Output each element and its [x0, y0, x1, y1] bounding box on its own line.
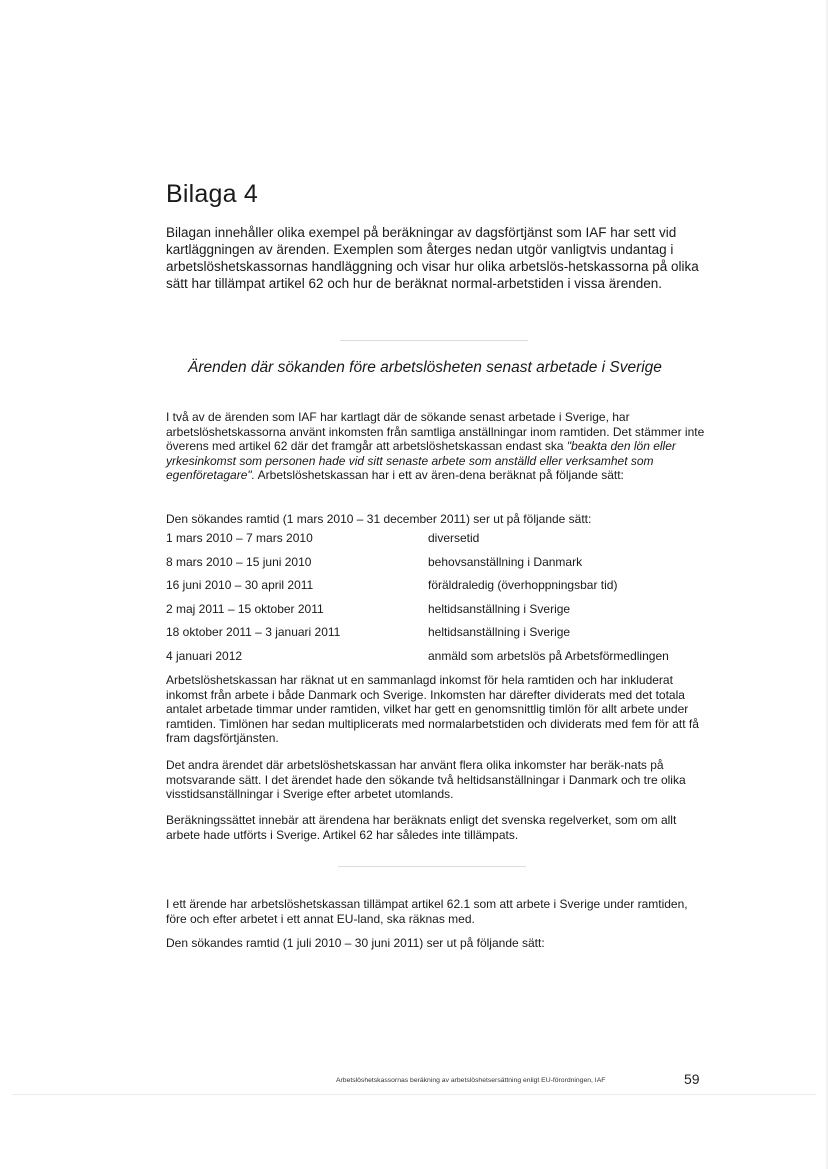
timeline-period: 16 juni 2010 – 30 april 2011	[166, 578, 314, 593]
section-subheading: Ärenden där sökanden före arbetslösheten senast arbetade i Sverige	[188, 359, 662, 376]
ramtid-description-2: Den sökandes ramtid (1 juli 2010 – 30 juni 2011) ser ut på följande sätt:	[166, 936, 545, 950]
ramtid-timeline	[166, 531, 726, 673]
section-divider	[340, 340, 528, 341]
section-divider	[338, 866, 526, 867]
page-number: 59	[684, 1071, 700, 1087]
timeline-activity: anmäld som arbetslös på Arbetsförmedlingen	[428, 648, 669, 663]
timeline-row	[166, 602, 726, 626]
timeline-row	[166, 578, 726, 602]
timeline-row	[166, 625, 726, 649]
timeline-period: 2 maj 2011 – 15 oktober 2011	[166, 601, 324, 616]
paragraph-artikel-62-1: I ett ärende har arbetslöshetskassan tillämpat artikel 62.1 som att arbete i Sverige under ramtiden, före och efter arbetet i ett annat EU-land, ska räknas med.	[166, 897, 688, 926]
paragraph-text: Arbetslöshetskassan har i ett av ären-dena beräknat på följande sätt:	[255, 468, 624, 482]
paragraph-text: I två av de ärenden som IAF har kartlagt där de sökande senast arbetade i Sverige, har arbetslöshetskassorna använt inkomsten från samtliga anställningar inom ramtiden. Det stämmer inte överens med artikel 62 där det framgår att arbetslöshetskassan endast ska	[166, 410, 705, 453]
paragraph-calculation: Arbetslöshetskassan har räknat ut en sammanlagd inkomst för hela ramtiden och har inkluderat inkomst från arbete i både Danmark och Sverige. Inkomsten har därefter dividerats med det totala antalet arbetade timmar under ramtiden, vilket har gett en genomsnittlig timlön för allt arbete under ramtiden. Timlönen har sedan multiplicerats med normalarbetstiden och dividerats med fem för att få fram dagsförtjänsten.	[166, 673, 699, 745]
timeline-activity: diversetid	[428, 531, 480, 545]
paragraph-second-case: Det andra ärendet där arbetslöshetskassan har använt flera olika inkomster har beräk-nats på motsvarande sätt. I det ärendet hade den sökande två heltidsanställningar i Danmark och tre olika visstidsanställningar i Sverige efter arbetet utomlands.	[166, 758, 686, 801]
footer-caption: Arbetslöshetskassornas beräkning av arbetslöshetsersättning enligt EU-förordningen, IAF	[336, 1077, 606, 1084]
timeline-activity: heltidsanställning i Sverige	[428, 601, 571, 616]
intro-paragraph: Bilagan innehåller olika exempel på beräkningar av dagsförtjänst som IAF har sett vid kartläggningen av ärenden. Exemplen som återges nedan utgör vanligtvis undantag i arbetslöshetskassornas handläggning och visar hur olika arbetslös-hetskassorna på olika sätt har tillämpat artikel 62 och hur de beräknat normal-arbetstiden i vissa ärenden.	[166, 225, 699, 291]
timeline-row	[166, 531, 726, 555]
timeline-period: 4 januari 2012	[166, 648, 243, 663]
timeline-period: 8 mars 2010 – 15 juni 2010	[166, 554, 312, 569]
paragraph-artikel-62	[166, 410, 706, 483]
footer-rule	[12, 1094, 816, 1095]
ramtid-description: Den sökandes ramtid (1 mars 2010 – 31 december 2011) ser ut på följande sätt:	[166, 512, 592, 526]
timeline-period: 18 oktober 2011 – 3 januari 2011	[166, 625, 341, 640]
timeline-activity: föräldraledig (överhoppningsbar tid)	[428, 578, 618, 593]
timeline-activity: behovsanställning i Danmark	[428, 554, 583, 569]
timeline-row	[166, 555, 726, 579]
timeline-activity: heltidsanställning i Sverige	[428, 625, 571, 640]
timeline-row	[166, 649, 726, 673]
timeline-period: 1 mars 2010 – 7 mars 2010	[166, 531, 313, 545]
quoted-text: "beakta den lön eller yrkesinkomst som personen hade vid sitt senaste arbete som anställd eller verksamhet som egenföretagare".	[166, 439, 676, 482]
page-title: Bilaga 4	[166, 180, 258, 208]
paragraph-conclusion: Beräkningssättet innebär att ärendena har beräknats enligt det svenska regelverket, som om allt arbete hade utförts i Sverige. Artikel 62 har således inte tillämpats.	[166, 813, 677, 842]
